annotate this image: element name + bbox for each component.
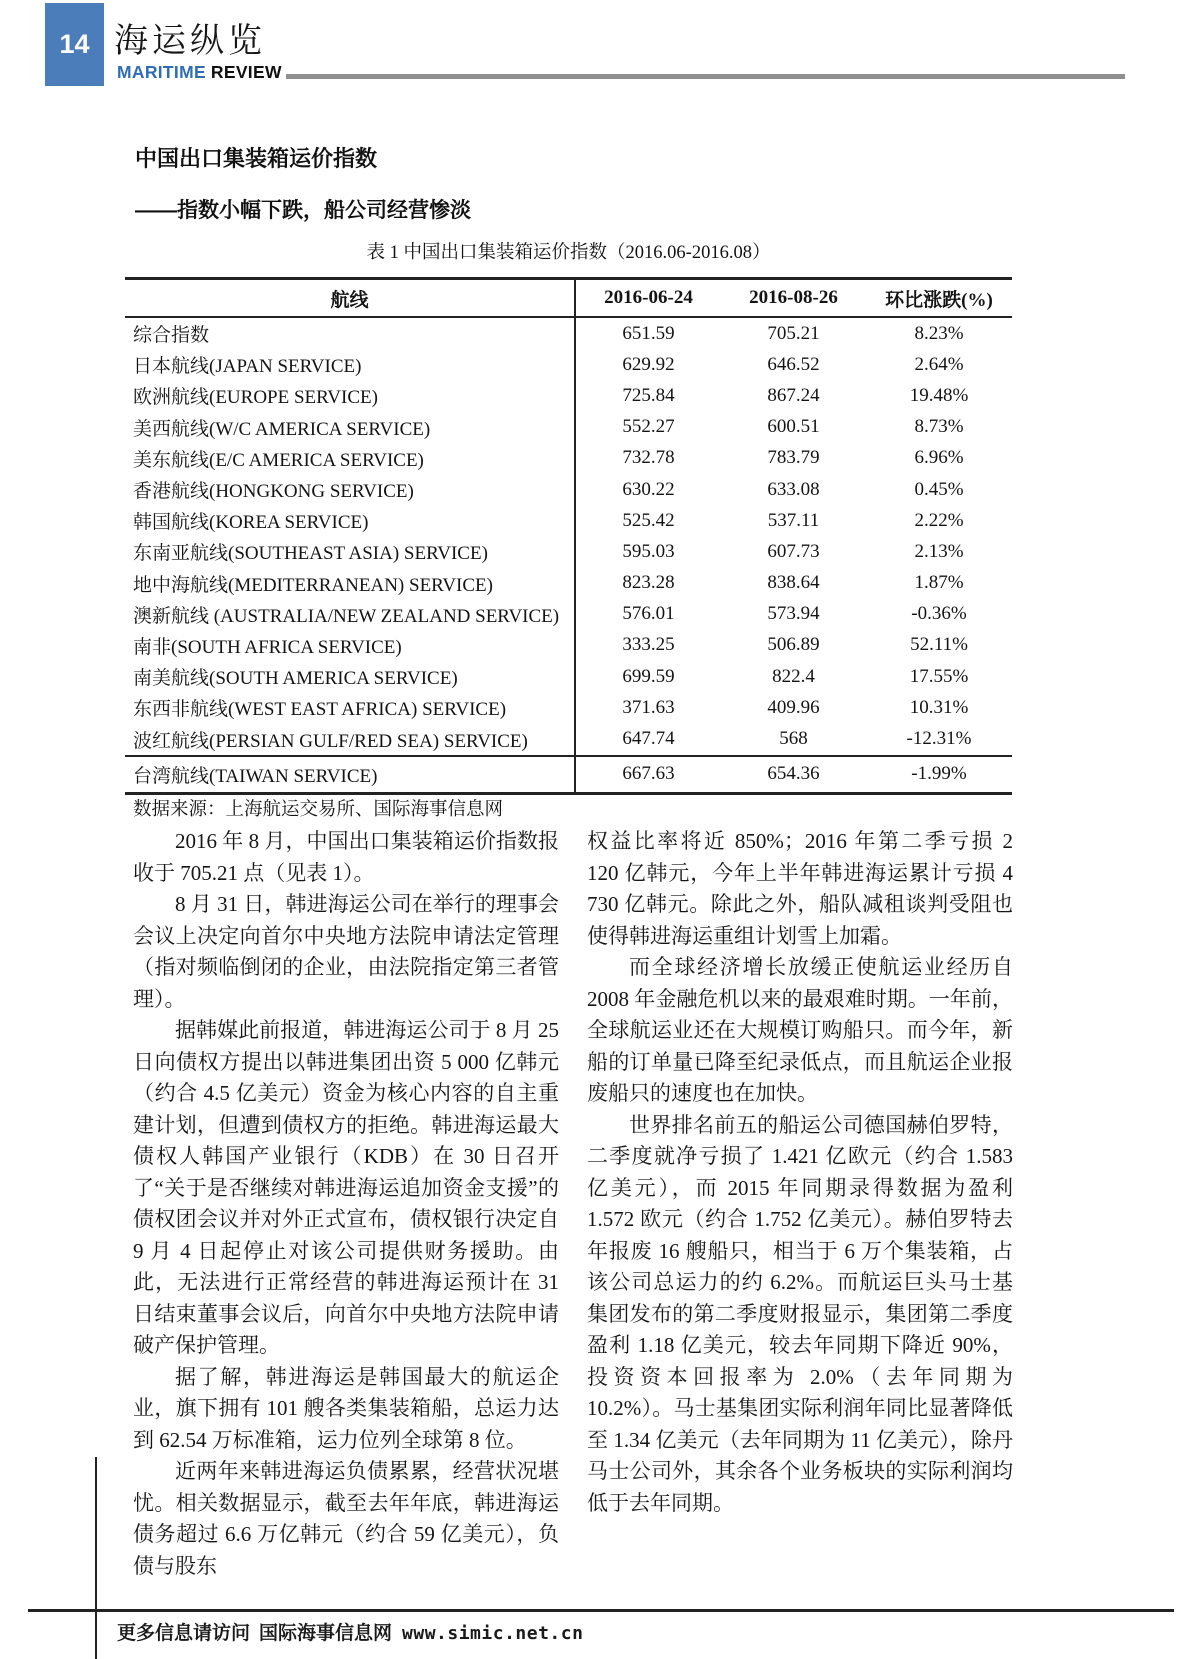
table-row <box>125 599 1012 630</box>
article-subtitle: ——指数小幅下跌，船公司经营惨淡 <box>135 199 471 222</box>
value-cell: 552.27 <box>622 416 675 438</box>
value-cell: 506.89 <box>767 634 820 656</box>
value-cell: 2.64% <box>914 353 964 375</box>
value-cell: 654.36 <box>721 756 866 794</box>
value-cell: 667.63 <box>575 756 721 794</box>
route-cell: 综合指数 <box>125 317 575 349</box>
body-paragraph: 据了解，韩进海运是韩国最大的航运企业，旗下拥有 101 艘各类集装箱船，总运力达到 62.54 万标准箱，运力位列全球第 8 位。 <box>133 1364 559 1452</box>
value-cell: 525.42 <box>622 509 675 531</box>
value-cell: 19.48% <box>909 384 969 406</box>
table-row <box>125 692 1012 723</box>
value-cell: 6.96% <box>914 447 964 469</box>
footer-site-name: 国际海事信息网 <box>259 1623 393 1644</box>
table-row <box>125 317 1012 349</box>
body-paragraph: 世界排名前五的船运公司德国赫伯罗特，二季度就净亏损了 1.421 亿欧元（约合 1.583 亿美元），而 2015 年同期录得数据为盈利 1.572 欧元（约合 1.752 亿美元）。赫伯罗特去年报废 16 艘船只，相当于 6 万个集装箱，占该公司总运力的约 6.2%。而航运巨头马士基集团发布的第二季度财报显示，集团第二季度盈利 1.18 亿美元，较去年同期下降近 90%，投资资本回报率为 2.0%（去年同期为 10.2%）。马士基集团实际利润年同比显著降低至 1.34 亿美元（去年同期为 11 亿美元），除丹马士公司外，其余各个业务板块的实际利润均低于去年同期。 <box>587 1112 1013 1515</box>
masthead-en-secondary: REVIEW <box>210 62 282 82</box>
value-cell: 8.23% <box>914 322 964 344</box>
freight-table <box>125 277 1012 795</box>
value-cell: 10.31% <box>909 696 969 718</box>
value-cell: 783.79 <box>767 447 820 469</box>
table-row <box>125 536 1012 567</box>
value-cell: 600.51 <box>767 416 820 438</box>
route-cell: 东南亚航线(SOUTHEAST ASIA) SERVICE) <box>125 536 575 567</box>
route-cell: 日本航线(JAPAN SERVICE) <box>125 349 575 380</box>
column-header: 2016-08-26 <box>721 279 866 318</box>
value-cell: 0.45% <box>914 478 964 500</box>
value-cell: 867.24 <box>767 384 820 406</box>
value-cell: 17.55% <box>909 665 969 687</box>
value-cell: 633.08 <box>767 478 820 500</box>
value-cell: 732.78 <box>622 447 675 469</box>
value-cell: 725.84 <box>622 384 675 406</box>
value-cell: 607.73 <box>767 540 820 562</box>
route-cell: 南非(SOUTH AFRICA SERVICE) <box>125 630 575 661</box>
route-cell: 南美航线(SOUTH AMERICA SERVICE) <box>125 661 575 692</box>
column-header: 航线 <box>125 279 575 318</box>
value-cell: -0.36% <box>911 603 967 625</box>
value-cell: 333.25 <box>622 634 675 656</box>
body-column-right <box>587 826 1013 1519</box>
route-cell: 美东航线(E/C AMERICA SERVICE) <box>125 443 575 474</box>
table-row <box>125 474 1012 505</box>
masthead-rule <box>286 74 1125 79</box>
value-cell: 629.92 <box>622 353 675 375</box>
table-source-note: 数据来源：上海航运交易所、国际海事信息网 <box>133 800 504 820</box>
table-row <box>125 412 1012 443</box>
footer-rule <box>28 1609 1174 1612</box>
value-cell: 838.64 <box>767 572 820 594</box>
route-cell: 东西非航线(WEST EAST AFRICA) SERVICE) <box>125 692 575 723</box>
freight-index-table <box>125 277 1012 795</box>
column-header: 2016-06-24 <box>575 279 721 318</box>
footer-vertical-rule <box>95 1457 97 1659</box>
value-cell: 646.52 <box>767 353 820 375</box>
freight-table-header-row <box>125 279 1012 318</box>
footer-text <box>117 1618 583 1645</box>
route-cell: 澳新航线 (AUSTRALIA/NEW ZEALAND SERVICE) <box>125 599 575 630</box>
table-row <box>125 380 1012 411</box>
value-cell: -12.31% <box>906 728 972 750</box>
body-paragraph: 而全球经济增长放缓正使航运业经历自 2008 年金融危机以来的最艰难时期。一年前，全球航运业还在大规模订购船只。而今年，新船的订单量已降至纪录低点，而且航运企业报废船只的速度也在加快。 <box>587 955 1013 1105</box>
footer-visit-text: 更多信息请访问 <box>117 1623 251 1644</box>
route-cell: 地中海航线(MEDITERRANEAN) SERVICE) <box>125 568 575 599</box>
value-cell: -1.99% <box>866 756 1012 794</box>
table-row <box>125 443 1012 474</box>
value-cell: 699.59 <box>622 665 675 687</box>
footer-url: www.simic.net.cn <box>402 1623 584 1644</box>
value-cell: 647.74 <box>622 728 675 750</box>
body-paragraph: 权益比率将近 850%；2016 年第二季亏损 2 120 亿韩元，今年上半年韩进海运累计亏损 4 730 亿韩元。除此之外，船队减租谈判受阻也使得韩进海运重组计划雪上加霜。 <box>587 829 1013 948</box>
route-cell: 波红航线(PERSIAN GULF/RED SEA) SERVICE) <box>125 723 575 755</box>
value-cell: 630.22 <box>622 478 675 500</box>
value-cell: 1.87% <box>914 572 964 594</box>
masthead-title-cn: 海运纵览 <box>114 23 266 60</box>
masthead-en-primary: MARITIME <box>117 62 206 82</box>
value-cell: 576.01 <box>622 603 675 625</box>
body-column-left <box>133 826 559 1582</box>
body-paragraph: 近两年来韩进海运负债累累，经营状况堪忧。相关数据显示，截至去年年底，韩进海运债务超过 6.6 万亿韩元（约合 59 亿美元），负债与股东 <box>133 1459 559 1578</box>
table-row <box>125 661 1012 692</box>
route-cell: 韩国航线(KOREA SERVICE) <box>125 505 575 536</box>
table-row <box>125 756 1012 794</box>
masthead-title-en <box>117 62 282 83</box>
column-header: 环比涨跌(%) <box>866 279 1012 318</box>
page-number: 14 <box>59 29 90 59</box>
value-cell: 2.13% <box>914 540 964 562</box>
value-cell: 595.03 <box>622 540 675 562</box>
page-number-box <box>45 3 104 86</box>
value-cell: 568 <box>779 728 808 750</box>
value-cell: 409.96 <box>767 696 820 718</box>
route-cell: 台湾航线(TAIWAN SERVICE) <box>125 756 575 794</box>
route-cell: 欧洲航线(EUROPE SERVICE) <box>125 380 575 411</box>
value-cell: 2.22% <box>914 509 964 531</box>
body-paragraph: 2016 年 8 月，中国出口集装箱运价指数报收于 705.21 点（见表 1）。 <box>133 829 559 885</box>
table-row <box>125 568 1012 599</box>
value-cell: 537.11 <box>767 509 820 531</box>
value-cell: 651.59 <box>622 322 675 344</box>
value-cell: 573.94 <box>767 603 820 625</box>
body-paragraph: 8 月 31 日，韩进海运公司在举行的理事会会议上决定向首尔中央地方法院申请法定管理（指对频临倒闭的企业，由法院指定第三者管理）。 <box>133 892 559 1011</box>
table-row <box>125 630 1012 661</box>
table-row <box>125 349 1012 380</box>
route-cell: 香港航线(HONGKONG SERVICE) <box>125 474 575 505</box>
table-caption: 表 1 中国出口集装箱运价指数（2016.06-2016.08） <box>366 243 771 263</box>
value-cell: 371.63 <box>622 696 675 718</box>
table-row <box>125 723 1012 755</box>
freight-table-body <box>125 317 1012 793</box>
table-row <box>125 505 1012 536</box>
value-cell: 705.21 <box>767 322 820 344</box>
value-cell: 822.4 <box>772 665 815 687</box>
body-paragraph: 据韩媒此前报道，韩进海运公司于 8 月 25 日向债权方提出以韩进集团出资 5 000 亿韩元（约合 4.5 亿美元）资金为核心内容的自主重建计划，但遭到债权方的拒绝。韩进海运最大债权人韩国产业银行（KDB）在 30 日召开了“关于是否继续对韩进海运追加资金支援”的债权团会议并对外正式宣布，债权银行决定自 9 月 4 日起停止对该公司提供财务援助。由此，无法进行正常经营的韩进海运预计在 31 日结束董事会议后，向首尔中央地方法院申请破产保护管理。 <box>133 1018 559 1357</box>
value-cell: 52.11% <box>910 634 968 656</box>
route-cell: 美西航线(W/C AMERICA SERVICE) <box>125 412 575 443</box>
value-cell: 823.28 <box>622 572 675 594</box>
value-cell: 8.73% <box>914 416 964 438</box>
article-title: 中国出口集装箱运价指数 <box>135 146 378 171</box>
